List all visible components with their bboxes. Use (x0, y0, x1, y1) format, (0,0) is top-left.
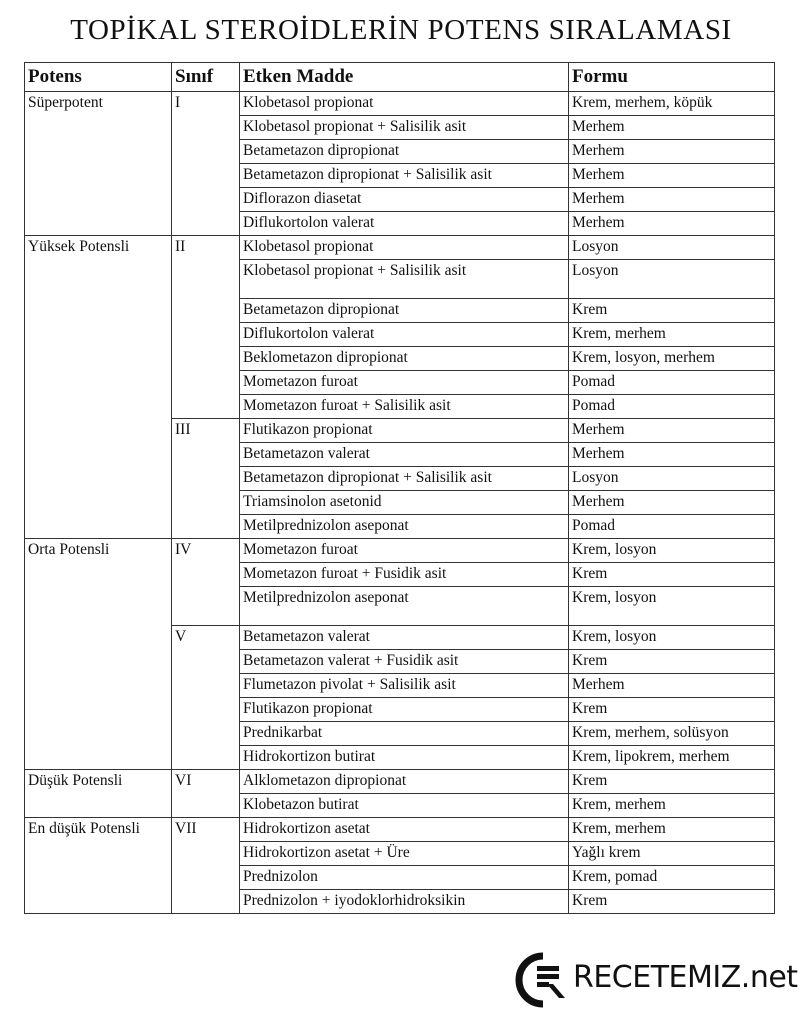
active-ingredient-cell: Betametazon valerat + Fusidik asit (240, 650, 569, 674)
active-ingredient-cell: Prednizolon + iyodoklorhidroksikin (240, 890, 569, 914)
active-ingredient-cell: Prednikarbat (240, 722, 569, 746)
form-cell: Krem, merhem (569, 818, 775, 842)
active-ingredient-cell: Betametazon dipropionat + Salisilik asit (240, 467, 569, 491)
active-ingredient-cell: Klobetazon butirat (240, 794, 569, 818)
form-cell: Krem, merhem (569, 323, 775, 347)
active-ingredient-cell: Betametazon valerat (240, 626, 569, 650)
form-cell: Krem (569, 890, 775, 914)
form-cell: Merhem (569, 116, 775, 140)
page-title: TOPİKAL STEROİDLERİN POTENS SIRALAMASI (70, 14, 732, 46)
header-class: Sınıf (172, 63, 240, 92)
potency-cell: Süperpotent (25, 92, 172, 236)
active-ingredient-cell: Triamsinolon asetonid (240, 491, 569, 515)
recetemiz-logo (513, 950, 798, 1010)
steroid-potency-table (24, 62, 775, 914)
active-ingredient-cell: Alklometazon dipropionat (240, 770, 569, 794)
form-cell: Pomad (569, 371, 775, 395)
logo-text (573, 960, 798, 995)
form-cell: Losyon (569, 260, 775, 299)
active-ingredient-cell: Betametazon dipropionat (240, 299, 569, 323)
header-active-ingredient: Etken Madde (240, 63, 569, 92)
class-cell: II (172, 236, 240, 419)
active-ingredient-cell: Diflukortolon valerat (240, 323, 569, 347)
form-cell: Krem, merhem (569, 794, 775, 818)
logo-text-part: TEMIZ (650, 960, 741, 995)
form-cell: Krem, losyon (569, 587, 775, 626)
table-row (25, 818, 775, 842)
form-cell: Losyon (569, 236, 775, 260)
active-ingredient-cell: Betametazon valerat (240, 443, 569, 467)
form-cell: Merhem (569, 164, 775, 188)
active-ingredient-cell: Flumetazon pivolat + Salisilik asit (240, 674, 569, 698)
logo-text-part: REC (573, 960, 633, 995)
potency-cell: Yüksek Potensli (25, 236, 172, 539)
active-ingredient-cell: Hidrokortizon asetat (240, 818, 569, 842)
form-cell: Yağlı krem (569, 842, 775, 866)
table-row (25, 236, 775, 260)
class-cell: V (172, 626, 240, 770)
active-ingredient-cell: Metilprednizolon aseponat (240, 587, 569, 626)
form-cell: Krem (569, 299, 775, 323)
active-ingredient-cell: Hidrokortizon asetat + Üre (240, 842, 569, 866)
form-cell: Krem (569, 650, 775, 674)
form-cell: Merhem (569, 443, 775, 467)
form-cell: Krem (569, 698, 775, 722)
form-cell: Merhem (569, 212, 775, 236)
table-header-row (25, 63, 775, 92)
form-cell: Losyon (569, 467, 775, 491)
potency-cell: Düşük Potensli (25, 770, 172, 818)
table-body (25, 92, 775, 914)
header-form: Formu (569, 63, 775, 92)
class-cell: III (172, 419, 240, 539)
active-ingredient-cell: Klobetasol propionat (240, 236, 569, 260)
active-ingredient-cell: Mometazon furoat + Fusidik asit (240, 563, 569, 587)
active-ingredient-cell: Prednizolon (240, 866, 569, 890)
form-cell: Krem, losyon (569, 539, 775, 563)
active-ingredient-cell: Betametazon dipropionat + Salisilik asit (240, 164, 569, 188)
active-ingredient-cell: Flutikazon propionat (240, 698, 569, 722)
table-row (25, 92, 775, 116)
class-cell: I (172, 92, 240, 236)
form-cell: Merhem (569, 140, 775, 164)
form-cell: Krem (569, 563, 775, 587)
form-cell: Krem, merhem, köpük (569, 92, 775, 116)
class-cell: VII (172, 818, 240, 914)
form-cell: Krem, merhem, solüsyon (569, 722, 775, 746)
form-cell: Krem (569, 770, 775, 794)
active-ingredient-cell: Mometazon furoat + Salisilik asit (240, 395, 569, 419)
active-ingredient-cell: Hidrokortizon butirat (240, 746, 569, 770)
active-ingredient-cell: Klobetasol propionat (240, 92, 569, 116)
active-ingredient-cell: Mometazon furoat (240, 539, 569, 563)
recetemiz-logo-icon (513, 950, 573, 1010)
class-cell: IV (172, 539, 240, 626)
active-ingredient-cell: Beklometazon dipropionat (240, 347, 569, 371)
form-cell: Merhem (569, 419, 775, 443)
potency-cell: Orta Potensli (25, 539, 172, 770)
form-cell: Krem, losyon (569, 626, 775, 650)
active-ingredient-cell: Flutikazon propionat (240, 419, 569, 443)
header-potency: Potens (25, 63, 172, 92)
potency-cell: En düşük Potensli (25, 818, 172, 914)
active-ingredient-cell: Mometazon furoat (240, 371, 569, 395)
active-ingredient-cell: Klobetasol propionat + Salisilik asit (240, 116, 569, 140)
logo-text-part: E (632, 960, 651, 995)
table-row (25, 770, 775, 794)
form-cell: Krem, lipokrem, merhem (569, 746, 775, 770)
form-cell: Merhem (569, 188, 775, 212)
active-ingredient-cell: Betametazon dipropionat (240, 140, 569, 164)
form-cell: Krem, losyon, merhem (569, 347, 775, 371)
active-ingredient-cell: Klobetasol propionat + Salisilik asit (240, 260, 569, 299)
form-cell: Krem, pomad (569, 866, 775, 890)
form-cell: Pomad (569, 395, 775, 419)
logo-text-part: .net (740, 960, 798, 995)
table-row (25, 539, 775, 563)
form-cell: Merhem (569, 674, 775, 698)
active-ingredient-cell: Metilprednizolon aseponat (240, 515, 569, 539)
class-cell: VI (172, 770, 240, 818)
active-ingredient-cell: Diflukortolon valerat (240, 212, 569, 236)
form-cell: Pomad (569, 515, 775, 539)
form-cell: Merhem (569, 491, 775, 515)
active-ingredient-cell: Diflorazon diasetat (240, 188, 569, 212)
